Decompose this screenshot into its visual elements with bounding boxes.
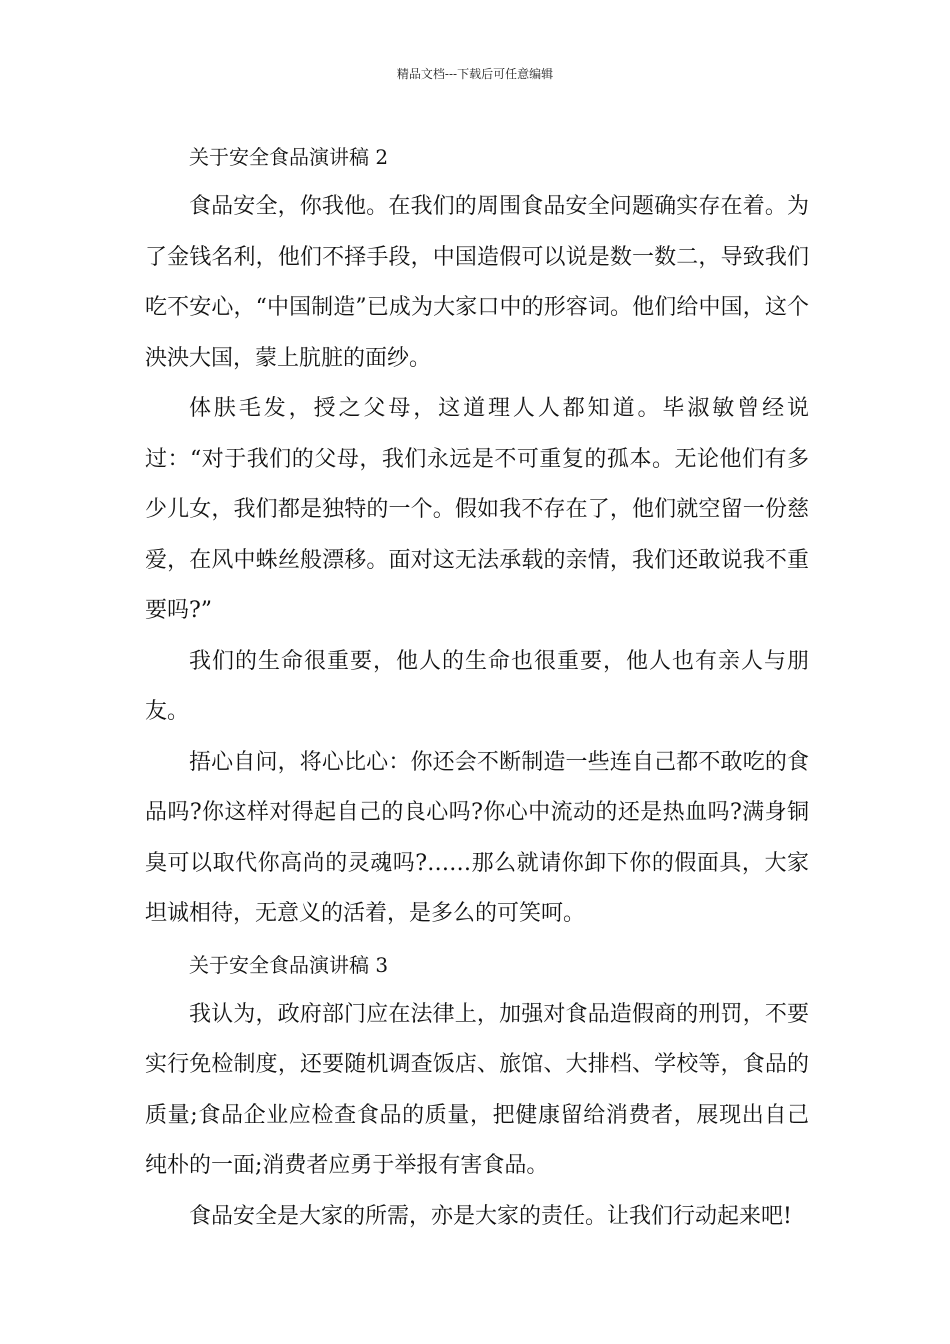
paragraph: 食品安全，你我他。在我们的周围食品安全问题确实存在着。为了金钱名利，他们不择手段，中国造假可以说是数一数二，导致我们吃不安心，“中国制造”已成为大家口中的形容词。他们给中国，这个泱泱大国，蒙上肮脏的面纱。 xyxy=(145,194,809,371)
section-heading-2: 关于安全食品演讲稿 2 xyxy=(189,145,389,169)
paragraph: 食品安全是大家的所需，亦是大家的责任。让我们行动起来吧! xyxy=(189,1203,792,1229)
document-body xyxy=(145,132,809,1242)
page-header: 精品文档---下载后可任意编辑 xyxy=(396,67,554,81)
paragraph: 体肤毛发，授之父母，这道理人人都知道。毕淑敏曾经说过：“对于我们的父母，我们永远是不可重复的孤本。无论他们有多少儿女，我们都是独特的一个。假如我不存在了，他们就空留一份慈爱，在风中蛛丝般漂移。面对这无法承载的亲情，我们还敢说我不重要吗?” xyxy=(145,396,809,623)
paragraph: 捂心自问，将心比心：你还会不断制造一些连自己都不敢吃的食品吗?你这样对得起自己的良心吗?你心中流动的还是热血吗?满身铜臭可以取代你高尚的灵魂吗?……那么就请你卸下你的假面具，大家坦诚相待，无意义的活着，是多么的可笑呵。 xyxy=(145,749,809,926)
section-heading-3: 关于安全食品演讲稿 3 xyxy=(189,952,389,977)
paragraph: 我认为，政府部门应在法律上，加强对食品造假商的刑罚，不要实行免检制度，还要随机调查饭店、旅馆、大排档、学校等，食品的质量;食品企业应检查食品的质量，把健康留给消费者，展现出自己纯朴的一面;消费者应勇于举报有害食品。 xyxy=(145,1001,809,1178)
paragraph: 我们的生命很重要，他人的生命也很重要，他人也有亲人与朋友。 xyxy=(145,648,809,724)
